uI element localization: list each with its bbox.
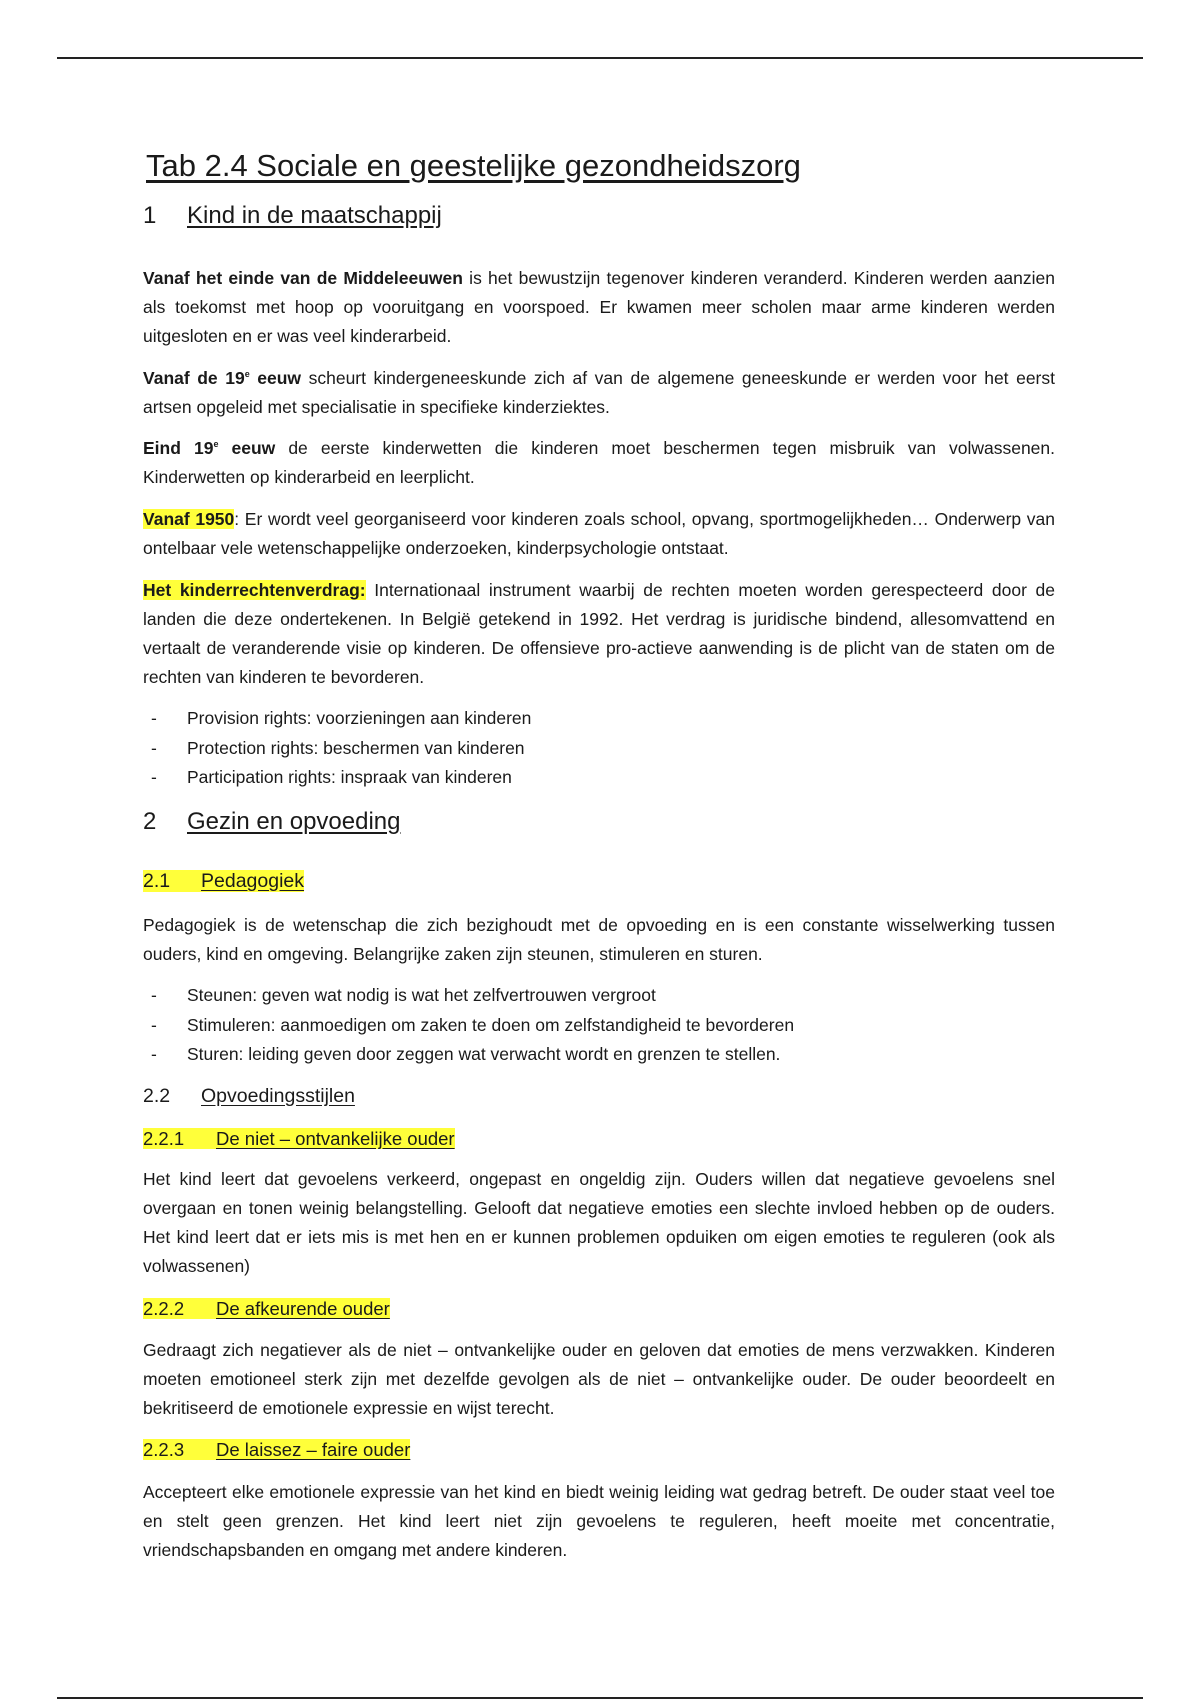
paragraph-since-1950	[143, 505, 1055, 563]
section-number: 2.2	[143, 1085, 171, 1107]
list-item	[143, 1040, 794, 1070]
list-item	[143, 1011, 794, 1041]
section-title: De niet – ontvankelijke ouder	[216, 1128, 455, 1149]
list-item	[143, 734, 531, 764]
list-item-text: Participation rights: inspraak van kinderen	[187, 767, 512, 787]
section-2-2-heading	[143, 1085, 355, 1108]
paragraph-text: : Er wordt veel georganiseerd voor kinderen zoals school, opvang, sportmogelijkheden… Onderwerp van ontelbaar vele wetenschappelijke onderzoeken, kinderpsychologie ontstaat.	[143, 509, 1056, 558]
list-item	[143, 763, 531, 793]
bold-lead-part: Eind 19	[143, 438, 214, 458]
section-title: Opvoedingsstijlen	[201, 1085, 355, 1107]
rights-list	[143, 704, 531, 793]
pedagogiek-list	[143, 981, 794, 1070]
paragraph-text: de eerste kinderwetten die kinderen moet beschermen tegen misbruik van volwassenen. Kinderwetten op kinderarbeid en leerplicht.	[143, 438, 1056, 487]
bullet-dash: -	[151, 985, 157, 1005]
bold-lead	[143, 438, 275, 458]
header-rule	[57, 57, 1143, 59]
superscript: e	[213, 439, 219, 449]
section-title: Gezin en opvoeding	[187, 808, 401, 835]
paragraph-childrens-rights	[143, 576, 1055, 692]
section-title: De afkeurende ouder	[216, 1298, 390, 1319]
paragraph-middle-ages	[143, 264, 1055, 351]
list-item	[143, 704, 531, 734]
bullet-dash: -	[151, 767, 157, 787]
superscript: e	[244, 369, 250, 379]
section-number: 2.2.1	[143, 1128, 185, 1149]
list-item-text: Stimuleren: aanmoedigen om zaken te doen om zelfstandigheid te bevorderen	[187, 1014, 795, 1035]
section-number: 2.2.2	[143, 1298, 185, 1319]
bold-lead-part: eeuw	[249, 368, 302, 388]
paragraph-text: is het bewustzijn tegenover kinderen veranderd. Kinderen werden aanzien als toekomst met hoop op vooruitgang en voorspoed. Er kwamen meer scholen maar arme kinderen werden uitgesloten en er was veel kinderarbeid.	[143, 268, 1056, 346]
list-item-text: Protection rights: beschermen van kinderen	[187, 737, 525, 758]
bold-lead-part: Vanaf de 19	[143, 368, 245, 388]
paragraph-19th-century	[143, 364, 1055, 422]
list-item	[143, 981, 794, 1011]
bold-lead-part: eeuw	[218, 438, 276, 458]
bold-lead: Vanaf het einde van de Middeleeuwen	[143, 268, 463, 288]
section-number: 2.1	[143, 870, 171, 892]
bullet-dash: -	[151, 737, 157, 758]
section-2-2-3-heading	[143, 1439, 410, 1461]
paragraph-end-19th-century	[143, 434, 1055, 492]
section-title: Kind in de maatschappij	[187, 202, 442, 229]
list-item-text: Provision rights: voorzieningen aan kinderen	[187, 708, 532, 728]
list-item-text: Steunen: geven wat nodig is wat het zelfvertrouwen vergroot	[187, 985, 656, 1005]
section-2-heading	[143, 808, 401, 836]
paragraph-disapproving-parent: Gedraagt zich negatiever als de niet – ontvankelijke ouder en geloven dat emoties de mens verzwakken. Kinderen moeten emotioneel sterk zijn met dezelfde gevolgen als de niet – ontvankelijke ouder. De ouder beoordeelt en bekritiseerd de emotionele expressie en wijst terecht.	[143, 1340, 1055, 1418]
paragraph-text: scheurt kindergeneeskunde zich af van de algemene geneeskunde er werden voor het eerst artsen opgeleid met specialisatie in specifieke kinderziektes.	[143, 368, 1055, 417]
paragraph-laissez-faire-parent: Accepteert elke emotionele expressie van het kind en biedt weinig leiding wat gedrag betreft. De ouder staat veel toe en stelt geen grenzen. Het kind leert niet zijn gevoelens te reguleren, heeft moeite met concentratie, vriendschapsbanden en omgang met andere kinderen.	[143, 1482, 1055, 1560]
section-title: De laissez – faire ouder	[216, 1439, 411, 1460]
footer-rule	[57, 1697, 1143, 1699]
section-1-heading	[143, 202, 442, 230]
bullet-dash: -	[151, 1014, 157, 1035]
paragraph-text: Internationaal instrument waarbij de rechten moeten worden gerespecteerd door de landen die deze ondertekenen. In België getekend in 1992. Het verdrag is juridische bindend, allesomvattend en vertaalt de veranderende visie op kinderen. De offensieve pro-actieve aanwending is de plicht van de staten om de rechten van kinderen te bevorderen.	[143, 580, 1056, 687]
paragraph-non-receptive-parent: Het kind leert dat gevoelens verkeerd, ongepast en ongeldig zijn. Ouders willen dat negatieve gevoelens snel overgaan en tonen weinig belangstelling. Gelooft dat negatieve emoties een slechte invloed hebben op de ouders. Het kind leert dat er iets mis is met hen en er kunnen problemen opduiken om eigen emoties te reguleren (ook als volwassenen)	[143, 1169, 1055, 1276]
section-number: 2.2.3	[143, 1439, 185, 1460]
highlighted-lead: Het kinderrechtenverdrag:	[143, 580, 366, 600]
paragraph-pedagogiek: Pedagogiek is de wetenschap die zich bezighoudt met de opvoeding en is een constante wisselwerking tussen ouders, kind en omgeving. Belangrijke zaken zijn steunen, stimuleren en sturen.	[143, 915, 1055, 964]
list-item-text: Sturen: leiding geven door zeggen wat verwacht wordt en grenzen te stellen.	[187, 1044, 781, 1064]
section-title: Pedagogiek	[201, 870, 305, 892]
section-number: 1	[143, 202, 157, 229]
section-number: 2	[143, 808, 157, 835]
bullet-dash: -	[151, 708, 157, 728]
document-title: Tab 2.4 Sociale en geestelijke gezondheidszorg	[146, 148, 801, 183]
highlighted-lead: Vanaf 1950	[143, 509, 235, 529]
section-2-1-heading	[143, 870, 304, 893]
bold-lead	[143, 368, 301, 388]
section-2-2-2-heading	[143, 1298, 390, 1320]
section-2-2-1-heading	[143, 1128, 455, 1150]
bullet-dash: -	[151, 1044, 157, 1064]
